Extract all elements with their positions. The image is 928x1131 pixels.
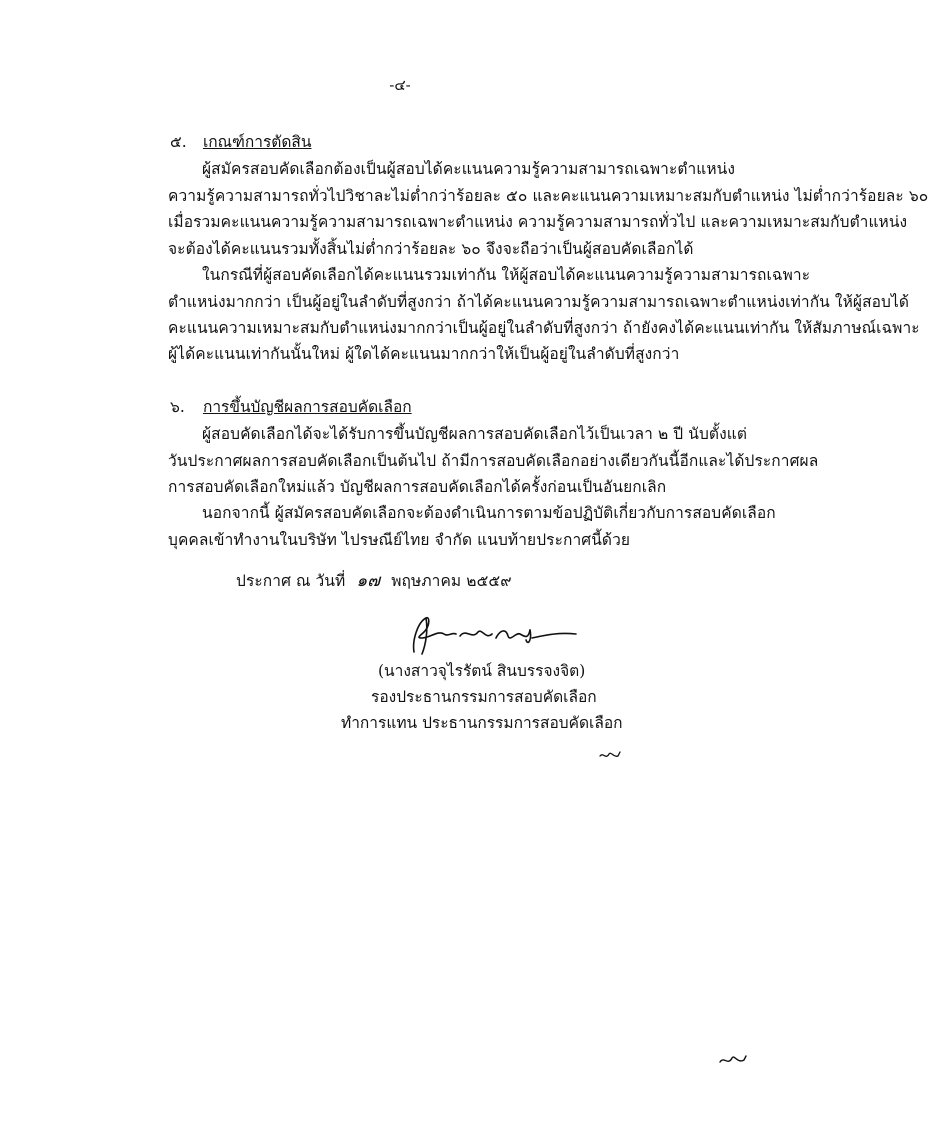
- initials-mark-bottom: [718, 1050, 748, 1068]
- section-5-heading: [170, 131, 311, 153]
- section-5-para2-line4: ผู้ได้คะแนนเท่ากันนั้นใหม่ ผู้ใดได้คะแนนมากกว่าให้เป็นผู้อยู่ในลำดับที่สูงกว่า: [168, 345, 680, 363]
- section-5-para1-line2: ความรู้ความสามารถทั่วไปวิชาละไม่ต่ำกว่าร้อยละ ๕๐ และคะแนนความเหมาะสมกับตำแหน่ง ไม่ต่ำกว่าร้อยละ ๖๐: [168, 187, 928, 205]
- section-5-title: เกณฑ์การตัดสิน: [202, 133, 312, 151]
- section-5-para2-line1: ในกรณีที่ผู้สอบคัดเลือกได้คะแนนรวมเท่ากัน ให้ผู้สอบได้คะแนนความรู้ความสามารถเฉพาะ: [202, 266, 811, 284]
- section-5-para1-line4: จะต้องได้คะแนนรวมทั้งสิ้นไม่ต่ำกว่าร้อยละ ๖๐ จึงจะถือว่าเป็นผู้สอบคัดเลือกได้: [168, 240, 694, 258]
- signatory-position: รองประธานกรรมการสอบคัดเลือก: [371, 688, 597, 706]
- announcement-date: [236, 570, 512, 592]
- section-5-para2-line2: ตำแหน่งมากกว่า เป็นผู้อยู่ในลำดับที่สูงกว่า ถ้าได้คะแนนความรู้ความสามารถเฉพาะตำแหน่งเท่ากัน ให้ผู้สอบได้: [168, 293, 910, 311]
- initials-mark: [598, 748, 622, 762]
- section-6-para2-line2: บุคคลเข้าทำงานในบริษัท ไปรษณีย์ไทย จำกัด แนบท้ายประกาศนี้ด้วย: [168, 531, 631, 549]
- section-5-number: ๕.: [170, 133, 187, 151]
- section-6-para1-line2: วันประกาศผลการสอบคัดเลือกเป็นต้นไป ถ้ามีการสอบคัดเลือกอย่างเดียวกันนี้อีกและได้ประกาศผล: [168, 452, 819, 470]
- section-6-para2-line1: นอกจากนี้ ผู้สมัครสอบคัดเลือกจะต้องดำเนินการตามข้อปฏิบัติเกี่ยวกับการสอบคัดเลือก: [202, 504, 776, 522]
- section-6-para1-line1: ผู้สอบคัดเลือกได้จะได้รับการขึ้นบัญชีผลการสอบคัดเลือกไว้เป็นเวลา ๒ ปี นับตั้งแต่: [202, 425, 748, 443]
- page-number: -๔-: [389, 76, 411, 94]
- section-6-title: การขึ้นบัญชีผลการสอบคัดเลือก: [202, 398, 412, 416]
- section-6-number: ๖.: [170, 398, 185, 416]
- section-5-para1-line3: เมื่อรวมคะแนนความรู้ความสามารถเฉพาะตำแหน่ง ความรู้ความสามารถทั่วไป และความเหมาะสมกับตำแหน่ง: [168, 213, 908, 231]
- signatory-name: (นางสาวจุไรรัตน์ สินบรรจงจิต): [378, 662, 586, 680]
- signature-image: [400, 610, 580, 660]
- announcement-prefix: ประกาศ ณ วันที่: [236, 572, 346, 590]
- signatory-acting: ทำการแทน ประธานกรรมการสอบคัดเลือก: [341, 714, 623, 732]
- section-5-para2-line3: คะแนนความเหมาะสมกับตำแหน่งมากกว่าเป็นผู้อยู่ในลำดับที่สูงกว่า ถ้ายังคงได้คะแนนเท่ากัน ให้สัมภาษณ์เฉพาะ: [168, 319, 920, 337]
- section-6-para1-line3: การสอบคัดเลือกใหม่แล้ว บัญชีผลการสอบคัดเลือกได้ครั้งก่อนเป็นอันยกเลิก: [168, 478, 667, 496]
- announcement-day: ๑๗: [356, 571, 381, 591]
- section-6-heading: [170, 396, 412, 418]
- section-5-para1-line1: ผู้สมัครสอบคัดเลือกต้องเป็นผู้สอบได้คะแนนความรู้ความสามารถเฉพาะตำแหน่ง: [202, 160, 736, 178]
- announcement-month-year: พฤษภาคม ๒๕๕๙: [391, 572, 512, 590]
